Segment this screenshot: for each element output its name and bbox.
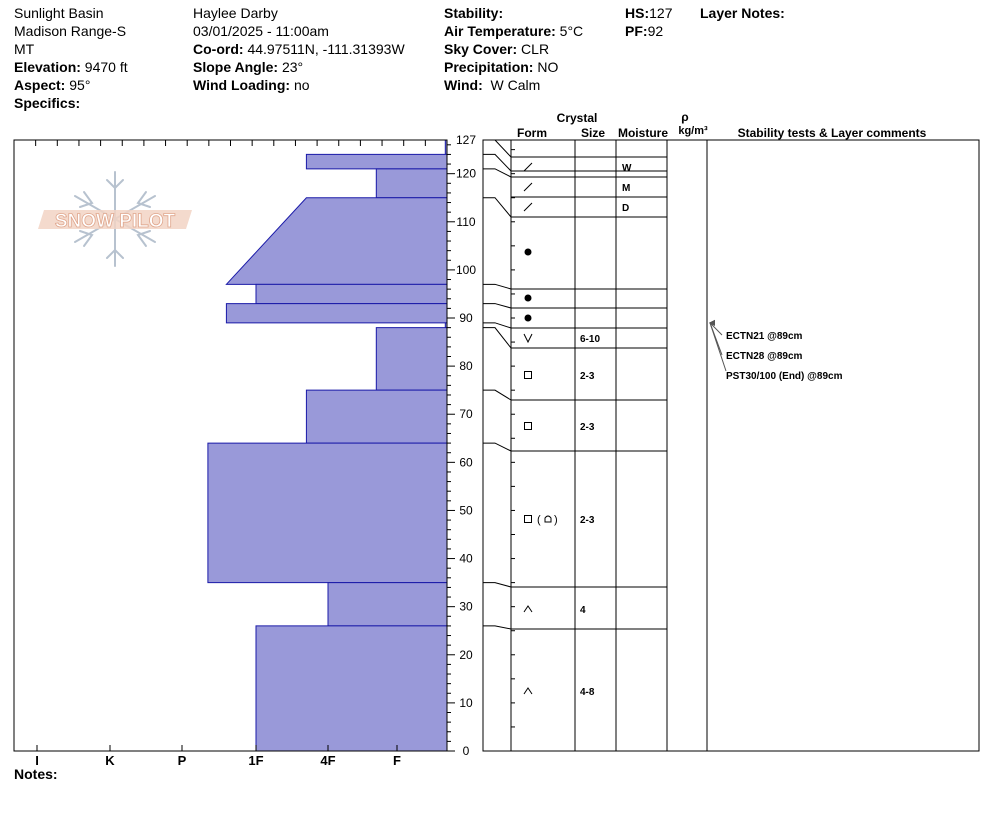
stability-test-label: PST30/100 (End) @89cm xyxy=(726,371,843,382)
rounding-faceted-icon xyxy=(545,516,551,522)
header-comments: Stability tests & Layer comments xyxy=(737,126,927,140)
precipitation: Precipitation: NO xyxy=(444,59,559,75)
hardness-tick-label: F xyxy=(393,753,401,768)
depth-tick-label: 0 xyxy=(462,744,470,758)
layer-connector xyxy=(483,390,511,400)
size-label: 6-10 xyxy=(580,334,601,345)
depth-tick-label: 110 xyxy=(456,214,476,229)
decomposing-icon xyxy=(524,163,532,171)
hardness-profile xyxy=(208,140,447,751)
test-pointer-line xyxy=(710,323,726,371)
stability-test-label: ECTN28 @89cm xyxy=(726,351,803,362)
header-crystal: Crystal xyxy=(556,111,598,125)
faceted-icon xyxy=(525,516,532,523)
hardness-bar xyxy=(376,328,447,391)
crystal-form-faceted xyxy=(525,423,532,430)
crystal-form-rounded xyxy=(525,249,532,256)
aspect: Aspect: 95° xyxy=(14,77,91,93)
size-label: 2-3 xyxy=(580,515,595,526)
crystal-form-faceted-mixed xyxy=(525,514,558,526)
air-temperature: Air Temperature: 5°C xyxy=(444,23,584,39)
sky-cover: Sky Cover: CLR xyxy=(444,41,550,57)
hardness-bar xyxy=(306,154,447,168)
decomposing-icon xyxy=(524,183,532,191)
crystal-form-rounded xyxy=(525,315,532,322)
faceted-icon xyxy=(525,372,532,379)
crystal-form-decomposing xyxy=(524,163,532,171)
depth-tick-label: 90 xyxy=(459,311,473,326)
layer-connector xyxy=(483,443,511,451)
observer-name: Haylee Darby xyxy=(193,5,278,21)
elevation: Elevation: 9470 ft xyxy=(14,59,128,75)
depth-tick-label: 120 xyxy=(455,166,477,181)
depth-hoar-icon xyxy=(524,688,532,694)
hardness-bar xyxy=(376,169,447,198)
depth-tick-label: 40 xyxy=(459,551,473,566)
rounded-icon xyxy=(525,295,532,302)
coordinates: Co-ord: 44.97511N, -111.31393W xyxy=(193,41,405,57)
header-density-unit: kg/m³ xyxy=(678,125,708,137)
size-label: 4 xyxy=(580,605,586,616)
notes-label: Notes: xyxy=(14,766,58,782)
hardness-tick-label: 4F xyxy=(320,753,336,768)
paren-close: ) xyxy=(554,514,558,526)
rounded-icon xyxy=(525,315,532,322)
header-moisture: Moisture xyxy=(617,126,669,140)
wind-loading: Wind Loading: no xyxy=(193,77,310,93)
layer-connector xyxy=(483,328,511,348)
depth-tick-label: 60 xyxy=(459,455,473,470)
layer-connector xyxy=(483,198,511,217)
wind: Wind: W Calm xyxy=(444,77,541,93)
surface-hoar-icon xyxy=(524,334,532,342)
hardness-tick-label: I xyxy=(35,753,39,768)
hardness-bar xyxy=(256,626,447,751)
moisture-label: W xyxy=(622,163,632,174)
layer-notes: Layer Notes: xyxy=(700,5,785,21)
crystal-form-faceted xyxy=(525,372,532,379)
location-line-1: Sunlight Basin xyxy=(14,5,104,21)
decomposing-icon xyxy=(524,203,532,211)
moisture-label: D xyxy=(622,203,630,214)
size-label: 2-3 xyxy=(580,422,595,433)
depth-hoar-icon xyxy=(524,606,532,612)
stability: Stability: xyxy=(444,5,504,21)
crystal-form-decomposing xyxy=(524,183,532,191)
size-label: 4-8 xyxy=(580,687,595,698)
observation-datetime: 03/01/2025 - 11:00am xyxy=(193,23,329,39)
crystal-form-surface-hoar xyxy=(524,334,532,342)
hardness-bar xyxy=(226,198,447,285)
size-label: 2-3 xyxy=(580,371,595,382)
hardness-tick-label: P xyxy=(177,753,187,768)
depth-axis xyxy=(447,133,476,758)
hardness-bar xyxy=(306,390,447,443)
rounded-icon xyxy=(525,249,532,256)
hardness-tick-label: 1F xyxy=(248,753,264,768)
slope-angle: Slope Angle: 23° xyxy=(193,59,304,75)
table-border xyxy=(483,140,979,751)
snowpilot-logo xyxy=(38,172,192,266)
paren-open: ( xyxy=(537,514,541,526)
faceted-icon xyxy=(525,423,532,430)
header-rho: ρ xyxy=(681,110,689,124)
svg-text:SNOW PILOT: SNOW PILOT xyxy=(54,211,176,232)
layer-connector xyxy=(483,284,511,289)
moisture-label: M xyxy=(622,183,631,194)
depth-tick-label: 100 xyxy=(455,262,477,277)
depth-tick-label: 70 xyxy=(459,407,473,422)
hardness-bar xyxy=(328,583,447,626)
location-line-3: MT xyxy=(14,41,35,57)
penetration-foot: PF:92 xyxy=(625,23,664,39)
depth-tick-label: 127 xyxy=(455,133,477,147)
stability-tests xyxy=(709,320,843,382)
depth-tick-label: 80 xyxy=(459,359,473,374)
layer-connector xyxy=(483,626,511,629)
hardness-tick-label: K xyxy=(105,753,115,768)
location-line-2: Madison Range-S xyxy=(14,23,127,39)
layer-table xyxy=(483,110,979,751)
layer-connector xyxy=(483,583,511,587)
snow-height: HS:127 xyxy=(625,5,673,21)
header-size: Size xyxy=(580,126,606,140)
layer-connector xyxy=(483,169,511,177)
hardness-bar xyxy=(226,304,447,323)
depth-tick-label: 20 xyxy=(459,647,473,662)
crystal-form-depth-hoar xyxy=(524,688,532,694)
crystal-form-decomposing xyxy=(524,203,532,211)
depth-tick-label: 10 xyxy=(459,695,473,710)
crystal-form-depth-hoar xyxy=(524,606,532,612)
depth-tick-label: 50 xyxy=(459,503,473,518)
header-form: Form xyxy=(517,126,547,140)
layer-connector xyxy=(483,304,511,308)
hardness-bar xyxy=(208,443,447,583)
specifics: Specifics: xyxy=(14,95,81,111)
stability-test-label: ECTN21 @89cm xyxy=(726,331,803,342)
crystal-form-rounded xyxy=(525,295,532,302)
hardness-bar xyxy=(256,284,447,303)
depth-tick-label: 30 xyxy=(459,599,473,614)
